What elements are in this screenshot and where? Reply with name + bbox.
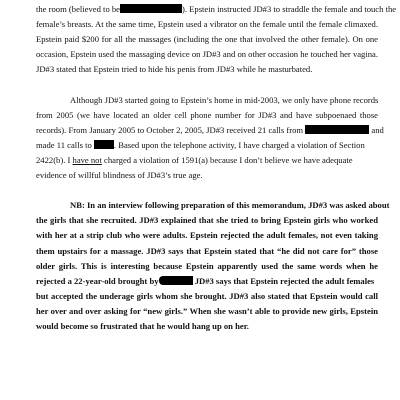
- text-line: the girls that she recruited. JD#3 explained that she tried to bring Epstein girls who worked: [36, 215, 378, 226]
- text-segment: ). Epstein instructed JD#3 to straddle the female and touch the: [182, 4, 397, 14]
- text-segment: JD#3 says that Epstein rejected the adult females: [194, 275, 375, 286]
- text-segment: the room (believed to be: [36, 4, 120, 14]
- redaction-bar: [159, 276, 193, 285]
- paragraph-gap: [36, 77, 378, 92]
- text-segment: . Based upon the telephone activity, I have charged a violation of Section: [113, 139, 365, 150]
- text-line: evidence of willful blindness of JD#3’s true age.: [36, 170, 203, 181]
- text-line: female’s breasts. At the same time, Epstein used a vibrator on the female until the female climaxed.: [36, 19, 378, 30]
- text-line: [36, 123, 384, 138]
- text-line: Although JD#3 started going to Epstein’s home in mid-2003, we only have phone records: [70, 94, 379, 105]
- underlined-text: have not: [72, 154, 102, 165]
- text-segment: charged a violation of 1591(a) because I don’t believe we have adequate: [101, 154, 353, 165]
- text-line: her over and over asking for “new girls.” When she wasn’t able to provide new girls, Epstein: [36, 305, 378, 316]
- text-line: but accepted the underage girls whom she brought. JD#3 also stated that Epstein would call: [36, 290, 378, 301]
- redaction-bar: [305, 125, 369, 134]
- text-line: [36, 2, 397, 17]
- text-line: occasion, Epstein used the massaging device on JD#3 and on other occasion he touched her vagina.: [36, 49, 378, 60]
- text-line: would become so frustrated that he would hang up on her.: [36, 320, 249, 331]
- text-line: older girls. This is interesting because Epstein apparently used the same words when he: [36, 260, 378, 271]
- text-line: [36, 274, 378, 289]
- redaction-bar: [120, 4, 182, 13]
- text-line: [36, 138, 378, 153]
- redaction-bar: [94, 140, 114, 149]
- text-segment: 2422(b). I: [36, 154, 73, 165]
- text-line: JD#3 stated that Epstein tried to hide his penis from JD#3 while he masturbated.: [36, 64, 313, 75]
- text-segment: records). From January 2005 to October 2, 2005, JD#3 received 21 calls from: [36, 124, 304, 135]
- text-line: NB: In an interview following preparation of this memorandum, JD#3 was asked about: [70, 200, 390, 211]
- text-segment: made 11 calls to: [36, 139, 92, 150]
- text-line: them upstairs for a massage. JD#3 says that Epstein stated that “he did not care for” those: [36, 245, 378, 256]
- text-segment: and: [371, 124, 384, 135]
- text-segment: rejected a 22-year-old brought by: [36, 275, 159, 286]
- text-line: from 2005 (we have located an older cell phone number for JD#3 and have subpoenaed those: [36, 109, 378, 120]
- text-line: with her at a strip club who were adults. Epstein rejected the adult females, not even taking: [36, 230, 378, 241]
- text-line: Epstein paid $200 for all the massages (including the one that involved the other female). On one: [36, 34, 378, 45]
- paragraph-gap: [36, 183, 378, 198]
- text-line: [36, 153, 378, 168]
